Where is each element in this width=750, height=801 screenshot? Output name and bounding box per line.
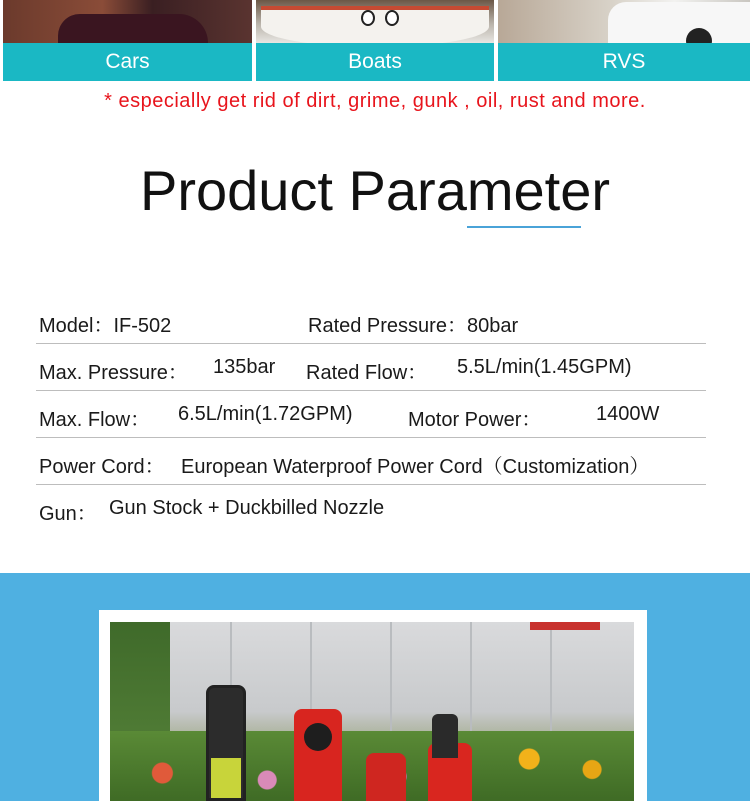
category-tile-rvs (498, 0, 750, 81)
parameter-row-4 (36, 438, 706, 485)
title-underline (467, 226, 581, 228)
car-illustration (58, 14, 208, 43)
category-label-rvs: RVS (498, 43, 750, 81)
param-rated-flow-value: 5.5L/min(1.45GPM) (457, 356, 632, 378)
param-power-cord-value: European Waterproof Power Cord（Customization） (181, 456, 650, 478)
hose-reel (304, 723, 332, 751)
parameter-row-2 (36, 344, 706, 391)
boat-eye-left (361, 10, 375, 26)
param-rated-flow-label: Rated Flow： (306, 362, 428, 384)
param-power-cord-label: Power Cord： (39, 456, 165, 478)
param-max-pressure-label: Max. Pressure： (39, 362, 188, 384)
product-photo (110, 622, 634, 801)
param-rated-pressure: Rated Pressure：80bar (308, 315, 519, 337)
param-max-flow-label: Max. Flow： (39, 409, 151, 431)
category-label-boats: Boats (256, 43, 494, 81)
category-label-cars: Cars (3, 43, 252, 81)
parameter-row-3 (36, 391, 706, 438)
boats-photo (256, 0, 494, 43)
param-gun-label: Gun： (39, 503, 97, 525)
rv-illustration (608, 2, 750, 43)
param-model: Model：IF-502 (39, 315, 172, 337)
cleaning-slogan: * especially get rid of dirt, grime, gunk , oil, rust and more. (104, 90, 646, 112)
param-gun-value: Gun Stock + Duckbilled Nozzle (109, 497, 385, 519)
cars-photo (3, 0, 252, 43)
section-title: Product Parameter (140, 159, 610, 222)
category-tile-boats (256, 0, 494, 81)
pressure-washer-reel (294, 709, 342, 801)
parameter-row-5 (36, 485, 706, 531)
spray-gun (432, 714, 458, 758)
pressure-washer-compact (366, 753, 406, 801)
param-max-pressure-value: 135bar (213, 356, 276, 378)
washer-accent (211, 758, 241, 798)
boat-illustration (261, 6, 489, 47)
usage-category-tiles (0, 0, 750, 82)
boat-eye-right (385, 10, 399, 26)
param-motor-power-value: 1400W (596, 403, 660, 425)
rvs-photo (498, 0, 750, 43)
parameter-row-1 (36, 297, 706, 344)
param-motor-power-label: Motor Power： (408, 409, 542, 431)
product-photo-frame (99, 610, 647, 801)
parameter-table (36, 297, 706, 531)
wall-sign (530, 622, 600, 630)
pressure-washer-upright (206, 685, 246, 801)
category-tile-cars (3, 0, 252, 81)
param-max-flow-value: 6.5L/min(1.72GPM) (178, 403, 353, 425)
